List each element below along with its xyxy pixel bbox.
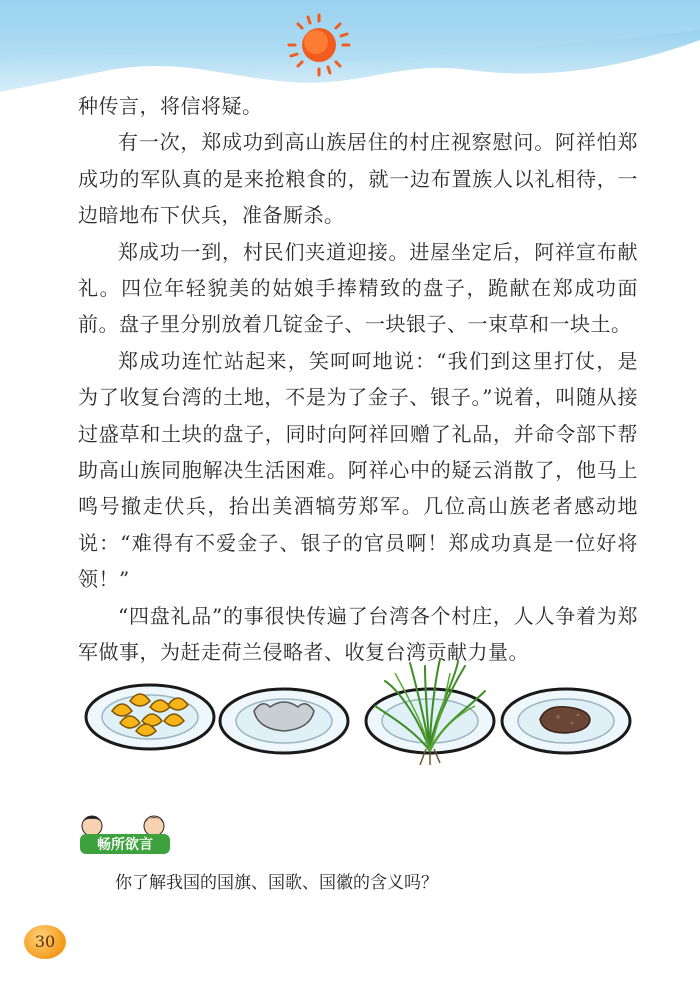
gold-plate-icon xyxy=(86,685,214,749)
paragraph: 郑成功连忙站起来，笑呵呵地说：“我们到这里打仗，是为了收复台湾的土地，不是为了金子、银子。”说着，叫随从接过盛草和土块的盘子，同时向阿祥回赠了礼品，并命令部下帮助高山族同胞解决生活困难。阿祥心中的疑云消散了，他马上鸣号撤走伏兵，抬出美酒犒劳郑军。几位高山族老者感动地说：“难得有不爱金子、银子的官员啊！郑成功真是一位好将领！” xyxy=(78,348,638,592)
badge-label: 畅所欲言 xyxy=(97,837,153,853)
soil-plate-icon xyxy=(502,689,630,753)
header-banner xyxy=(0,0,700,100)
paragraph: 有一次，郑成功到高山族居住的村庄视察慰问。阿祥怕郑成功的军队真的是来抢粮食的，就一边布置族人以礼相待，一边暗地布下伏兵，准备厮杀。 xyxy=(78,130,638,228)
paragraph: 郑成功一到，村民们夹道迎接。进屋坐定后，阿祥宣布献礼。四位年轻貌美的姑娘手捧精致的盘子，跪献在郑成功面前。盘子里分别放着几锭金子、一块银子、一束草和一块土。 xyxy=(78,239,638,337)
page-number: 30 xyxy=(24,925,66,959)
discussion-question: 你了解我国的国旗、国歌、国徽的含义吗？ xyxy=(115,873,438,893)
paragraph: “四盘礼品”的事很快传遍了台湾各个村庄，人人争着为郑军做事，为赶走荷兰侵略者、收复台湾贡献力量。 xyxy=(78,603,638,665)
grass-plate-icon xyxy=(366,659,494,765)
child-avatar-icon xyxy=(82,816,102,836)
story-text xyxy=(78,88,638,671)
child-avatar-icon xyxy=(144,816,164,836)
paragraph: 种传言，将信将疑。 xyxy=(78,94,263,118)
four-gift-plates-illustration xyxy=(80,655,640,765)
silver-plate-icon xyxy=(220,689,348,753)
discussion-badge xyxy=(78,812,173,857)
